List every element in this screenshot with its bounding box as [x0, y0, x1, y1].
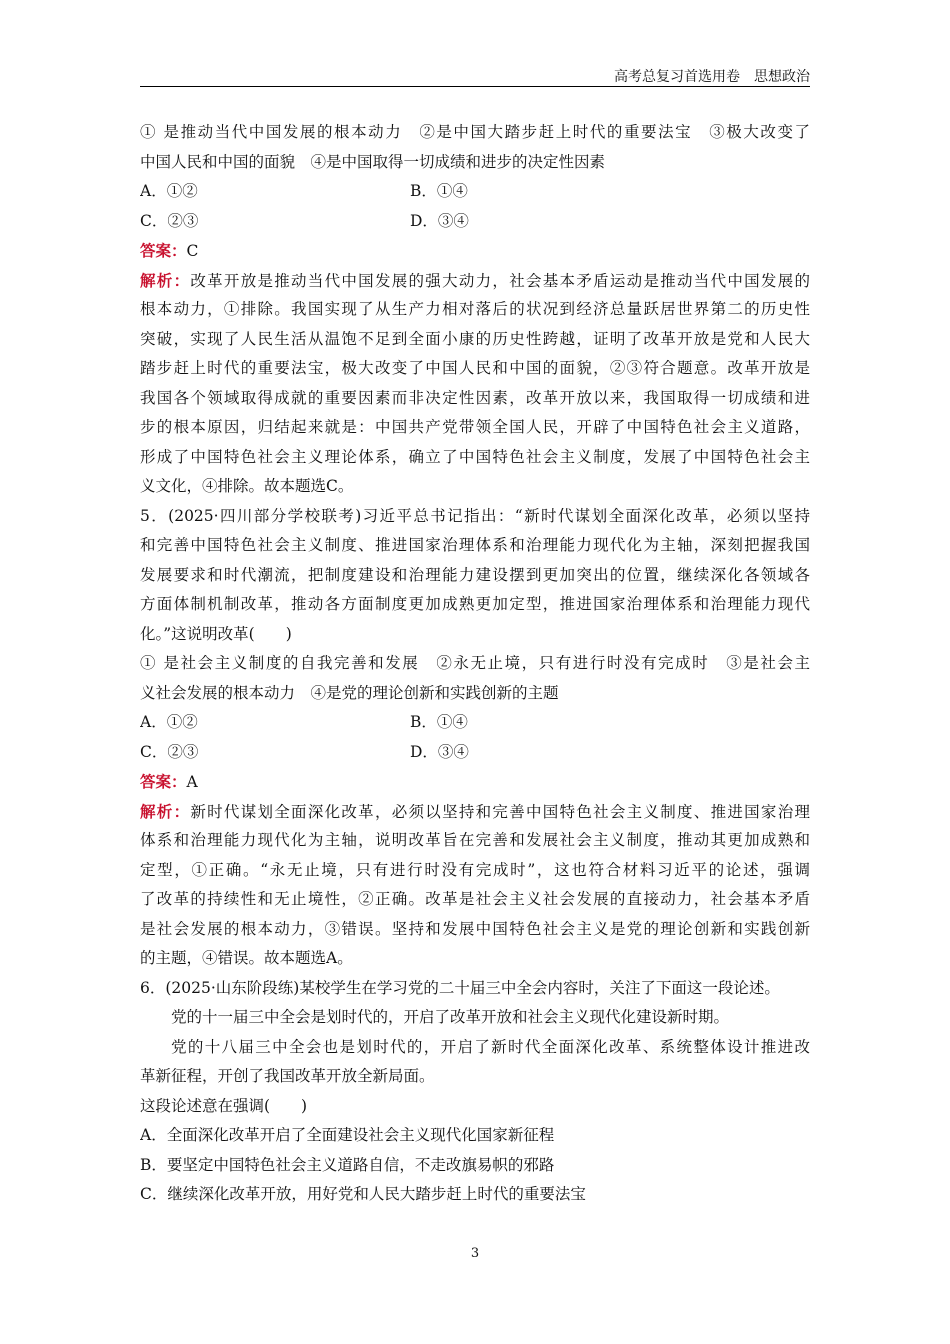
- q6-quote-line: 党的十一届三中全会是划时代的，开启了改革开放和社会主义现代化建设新时期。: [171, 1008, 730, 1026]
- document-body: [140, 118, 810, 1210]
- q6-quote-line: 革新征程，开创了我国改革开放全新局面。: [140, 1067, 435, 1085]
- q5-analysis-line: 是社会发展的根本动力，③错误。坚持和发展中国特色社会主义是党的理论创新和实践创新: [140, 919, 810, 938]
- q4-option-d: D．③④: [410, 211, 469, 230]
- q5-stem-line: 方面体制机制改革，推动各方面制度更加成熟更加定型，推进国家治理体系和治理能力现代: [140, 595, 810, 613]
- q5-options-row: [140, 738, 810, 768]
- header-title: 高考总复习首选用卷 思想政治: [614, 69, 810, 85]
- q4-analysis-line: 踏步赶上时代的重要法宝，极大改变了中国人民和中国的面貌，②③符合题意。改革开放是: [140, 359, 810, 377]
- q4-analysis-line: 义文化，④排除。故本题选C。: [140, 477, 354, 495]
- answer-label: 答案：: [140, 772, 187, 791]
- q4-option-b: B．①④: [410, 182, 468, 200]
- q5-option-d: D．③④: [410, 742, 469, 761]
- q4-option-c: C．②③: [140, 211, 199, 230]
- q5-analysis-line: 了改革的持续性和无止境性，②正确。改革是社会主义社会发展的直接动力，社会基本矛盾: [140, 890, 810, 908]
- q6-option-c: C．继续深化改革开放，用好党和人民大踏步赶上时代的重要法宝: [140, 1185, 586, 1203]
- q4-analysis-line: 我国各个领域取得成就的重要因素而非决定性因素，改革开放以来，我国取得一切成绩和进: [140, 388, 810, 407]
- q5-option-b: B．①④: [410, 713, 468, 731]
- q4-statement-line: 中国人民和中国的面貌 ④是中国取得一切成绩和进步的决定性因素: [140, 152, 606, 171]
- answer-label: 答案：: [140, 241, 187, 260]
- q6-option-b: B．要坚定中国特色社会主义道路自信，不走改旗易帜的邪路: [140, 1155, 555, 1174]
- q6-quote-line: 党的十八届三中全会也是划时代的，开启了新时代全面深化改革、系统整体设计推进改: [171, 1037, 810, 1056]
- q5-options-row: [140, 708, 810, 738]
- q5-analysis-line: 体系和治理能力现代化为主轴，说明改革旨在完善和发展社会主义制度，推动其更加成熟和: [140, 831, 810, 849]
- analysis-label: 解析：: [140, 801, 191, 821]
- page-header: [140, 60, 810, 87]
- q6-option-a: A．全面深化改革开启了全面建设社会主义现代化国家新征程: [140, 1126, 555, 1144]
- q5-stem-line: 5．(2025·四川部分学校联考)习近平总书记指出：“新时代谋划全面深化改革，必须以坚持: [140, 506, 810, 525]
- q4-option-a: A．①②: [140, 182, 198, 200]
- q5-option-a: A．①②: [140, 713, 198, 731]
- q4-analysis-line: 步的根本原因，归结起来就是：中国共产党带领全国人民，开辟了中国特色社会主义道路，: [140, 418, 810, 436]
- page-number: 3: [470, 1246, 480, 1261]
- q5-analysis-line: 的主题，④错误。故本题选A。: [140, 949, 353, 967]
- q6-question: 这段论述意在强调( ): [140, 1096, 308, 1115]
- q5-analysis-line: [140, 797, 810, 827]
- q5-statement-line: ① 是社会主义制度的自我完善和发展 ②永无止境，只有进行时没有完成时 ③是社会主: [140, 654, 810, 672]
- q5-stem-line: 和完善中国特色社会主义制度、推进国家治理体系和治理能力现代化为主轴，深刻把握我国: [140, 536, 810, 554]
- q4-analysis-text: 改革开放是推动当代中国发展的强大动力，社会基本矛盾运动是推动当代中国发展的: [190, 271, 810, 290]
- q5-option-c: C．②③: [140, 742, 199, 761]
- q5-answer-value: A: [186, 773, 198, 791]
- q5-stem-line: 发展要求和时代潮流，把制度建设和治理能力建设摆到更加突出的位置，继续深化各领域各: [140, 565, 810, 584]
- q4-analysis-line: [140, 266, 810, 296]
- q4-analysis-line: 根本动力，①排除。我国实现了从生产力相对落后的状况到经济总量跃居世界第二的历史性: [140, 300, 810, 318]
- q5-statement-line: 义社会发展的根本动力 ④是党的理论创新和实践创新的主题: [140, 683, 559, 702]
- analysis-label: 解析：: [140, 270, 191, 290]
- q4-analysis-line: 突破，实现了人民生活从温饱不足到全面小康的历史性跨越，证明了改革开放是党和人民大: [140, 329, 810, 348]
- q4-analysis-line: 形成了中国特色社会主义理论体系，确立了中国特色社会主义制度，发展了中国特色社会主: [140, 447, 810, 466]
- q4-options-row: [140, 177, 810, 207]
- q4-answer-value: C: [186, 242, 199, 260]
- q4-options-row: [140, 207, 810, 237]
- q4-statement-line: ① 是推动当代中国发展的根本动力 ②是中国大踏步赶上时代的重要法宝 ③极大改变了: [140, 123, 810, 141]
- q6-stem: 6．(2025·山东阶段练)某校学生在学习党的二十届三中全会内容时，关注了下面这一段论述。: [140, 978, 780, 997]
- q4-answer: [140, 236, 810, 266]
- q5-analysis-line: 定型，①正确。“永无止境，只有进行时没有完成时”，这也符合材料习近平的论述，强调: [140, 860, 810, 879]
- q5-answer: [140, 767, 810, 797]
- q5-analysis-text: 新时代谋划全面深化改革，必须以坚持和完善中国特色社会主义制度、推进国家治理: [190, 802, 810, 821]
- q5-stem-line: 化。”这说明改革( ): [140, 624, 292, 643]
